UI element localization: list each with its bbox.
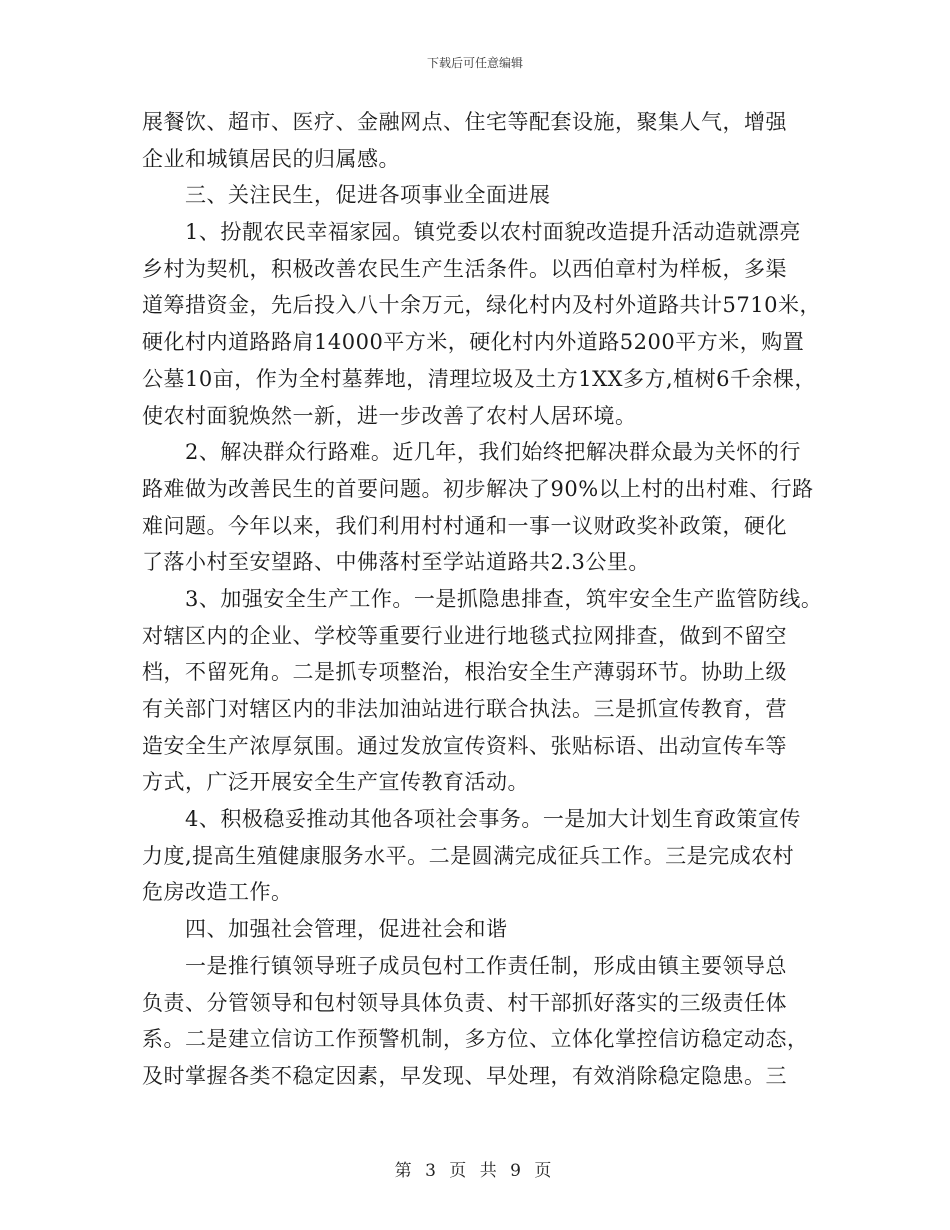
text-line: 系。二是建立信访工作预警机制，多方位、立体化掌控信访稳定动态， [142,1027,809,1052]
text-line: 企业和城镇居民的归属感。 [142,146,400,171]
page-footer: 第 3 页 共 9 页 [394,1161,556,1181]
text-line: 道筹措资金，先后投入八十余万元，绿化村内及村外道路共计5710米， [142,293,821,318]
text-line: 造安全生产浓厚氛围。通过发放宣传资料、张贴标语、出动宣传车等 [142,733,787,758]
text-line: 路难做为改善民生的首要问题。初步解决了90%以上村的出村难、行路 [142,476,814,501]
text-line: 及时掌握各类不稳定因素，早发现、早处理，有效消除稳定隐患。三 [142,1063,787,1088]
page-header: 下载后可任意编辑 [426,56,523,70]
text-line: 乡村为契机，积极改善农民生产生活条件。以西伯章村为样板，多渠 [142,256,787,281]
text-line: 档，不留死角。二是抓专项整治，根治安全生产薄弱环节。协助上级 [142,660,787,685]
section-heading: 三、关注民生，促进各项事业全面进展 [142,183,551,208]
text-line: 对辖区内的企业、学校等重要行业进行地毯式拉网排查，做到不留空 [142,623,787,648]
text-line: 负责、分管领导和包村领导具体负责、村干部抓好落实的三级责任体 [142,990,787,1015]
text-line: 力度,提高生殖健康服务水平。二是圆满完成征兵工作。三是完成农村 [142,843,795,868]
text-line: 难问题。今年以来，我们利用村村通和一事一议财政奖补政策，硬化 [142,513,787,538]
text-line: 4、积极稳妥推动其他各项社会事务。一是加大计划生育政策宣传 [142,807,801,832]
text-line: 3、加强安全生产工作。一是抓隐患排查，筑牢安全生产监管防线。 [142,586,823,611]
text-line: 展餐饮、超市、医疗、金融网点、住宅等配套设施，聚集人气，增强 [142,110,787,134]
document-body [142,104,822,1095]
text-line: 使农村面貌焕然一新，进一步改善了农村人居环境。 [142,403,637,428]
text-line: 2、解决群众行路难。近几年，我们始终把解决群众最为关怀的行 [142,440,801,465]
text-line: 危房改造工作。 [142,880,293,905]
text-line: 硬化村内道路路肩14000平方米，硬化村内外道路5200平方米，购置 [142,330,805,355]
text-line: 一是推行镇领导班子成员包村工作责任制，形成由镇主要领导总 [142,953,787,978]
text-line: 1、扮靓农民幸福家园。镇党委以农村面貌改造提升活动造就漂亮 [142,220,801,245]
text-line: 了落小村至安望路、中佛落村至学站道路共2.3公里。 [142,550,650,575]
section-heading: 四、加强社会管理，促进社会和谐 [142,917,508,942]
text-line: 公墓10亩，作为全村墓葬地，清理垃圾及土方1XX多方,植树6千余棵， [142,366,817,391]
text-line: 方式，广泛开展安全生产宣传教育活动。 [142,770,529,795]
text-line: 有关部门对辖区内的非法加油站进行联合执法。三是抓宣传教育，营 [142,697,787,721]
